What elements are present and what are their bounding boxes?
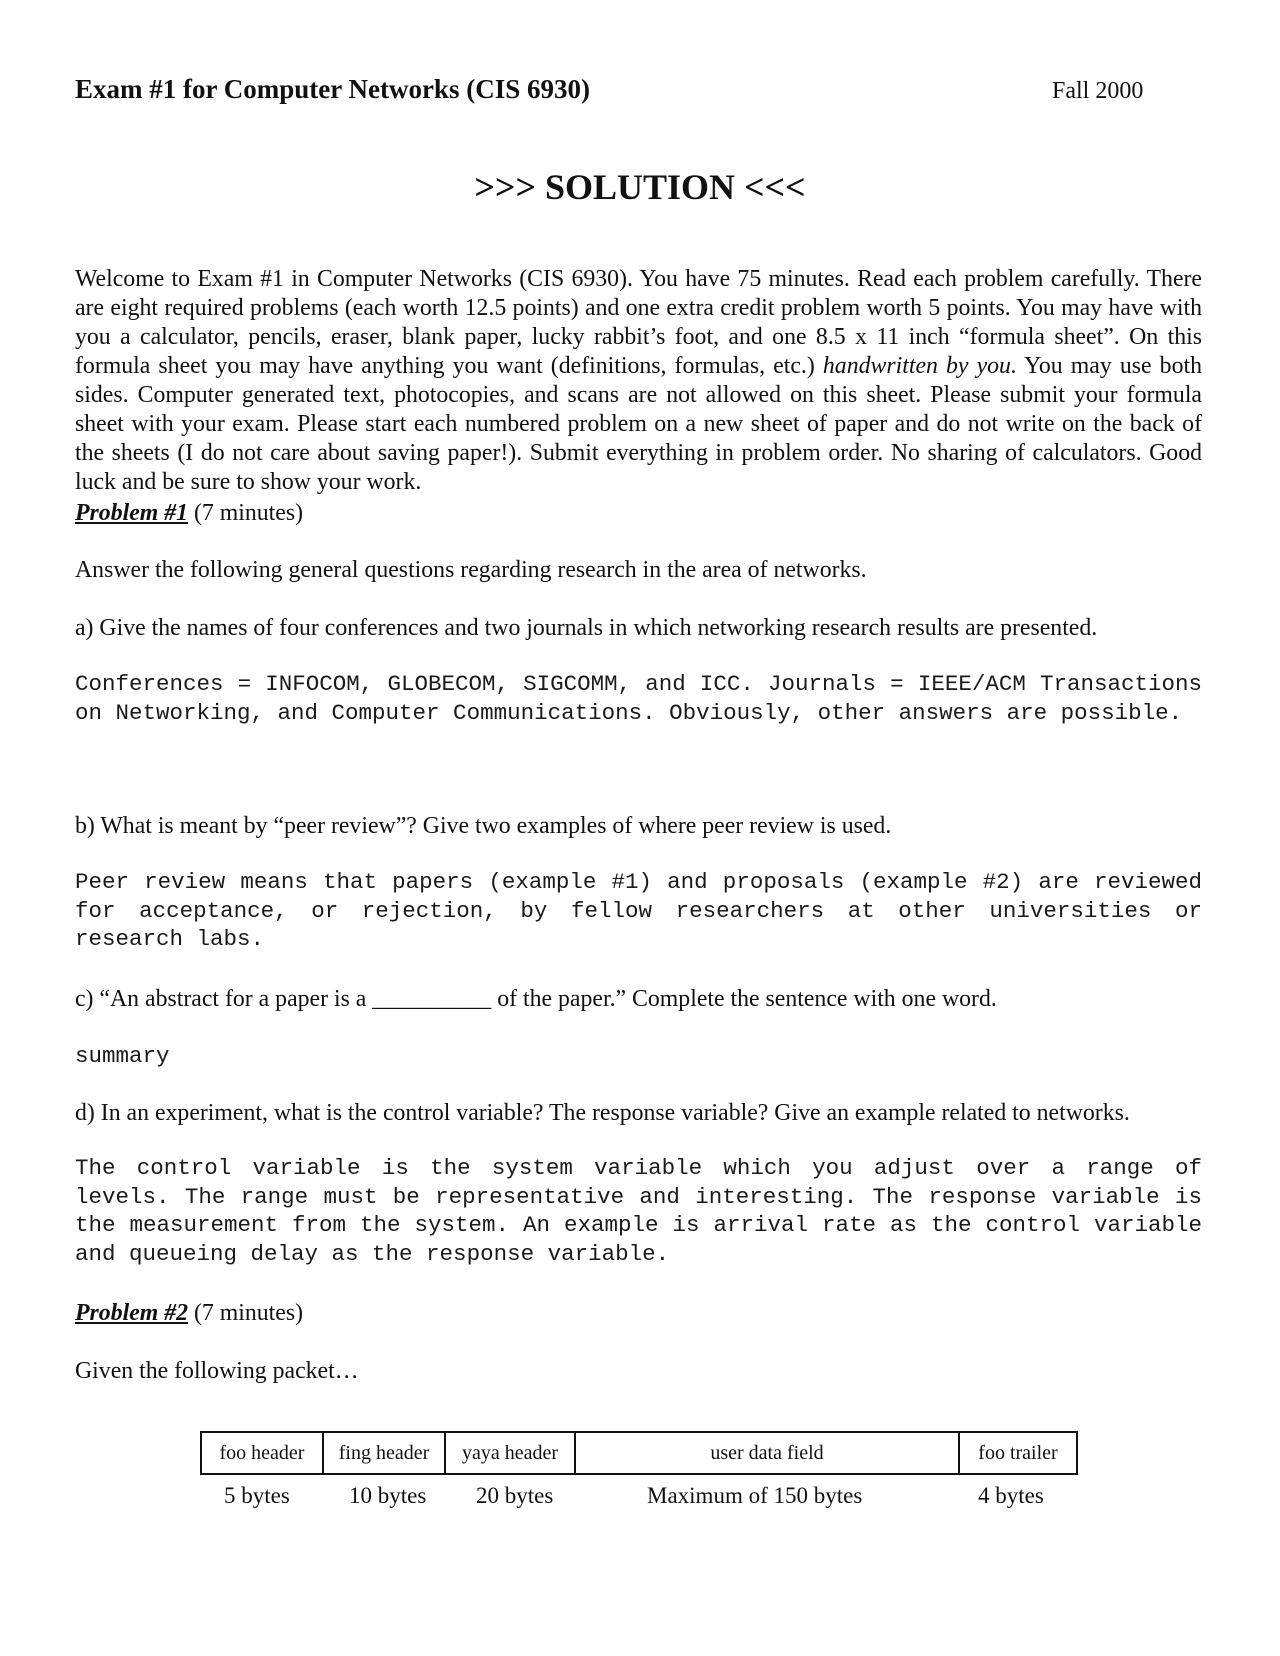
question-1b: b) What is meant by “peer review”? Give two examples of where peer review is used.	[75, 813, 892, 839]
packet-field-size: 4 bytes	[978, 1483, 1044, 1508]
question-1d: d) In an experiment, what is the control variable? The response variable? Give an example related to networks.	[75, 1100, 1130, 1126]
packet-field-size: 10 bytes	[349, 1483, 427, 1508]
packet-field-size: 5 bytes	[224, 1483, 290, 1508]
answer-1c: summary	[75, 1043, 170, 1069]
problem-1-time: (7 minutes)	[188, 500, 304, 526]
answer-1a: Conferences = INFOCOM, GLOBECOM, SIGCOMM, and ICC. Journals = IEEE/ACM Transactions on Networking, and Computer Communications. Obviously, other answers are possible.	[75, 671, 1202, 726]
problem-1-prompt: Answer the following general questions regarding research in the area of networks.	[75, 557, 867, 583]
problem-2-heading	[75, 1300, 303, 1327]
packet-field: user data field	[575, 1432, 959, 1474]
answer-1b: Peer review means that papers (example #1) and proposals (example #2) are reviewed for acceptance, or rejection, by fellow researchers at other universities or research labs.	[75, 869, 1202, 952]
exam-term: Fall 2000	[1052, 78, 1144, 104]
exam-title: Exam #1 for Computer Networks (CIS 6930)	[75, 74, 590, 104]
problem-2-label: Problem #2	[75, 1300, 189, 1326]
answer-1d: The control variable is the system variable which you adjust over a range of levels. The range must be representative and interesting. The response variable is the measurement from the system. An example is arrival rate as the control variable and queueing delay as the response variable.	[75, 1155, 1202, 1267]
packet-fields-row	[201, 1432, 1077, 1474]
question-1c: c) “An abstract for a paper is a __________ of the paper.” Complete the sentence with one word.	[75, 986, 997, 1012]
problem-2-prompt: Given the following packet…	[75, 1358, 359, 1384]
intro-emphasis: handwritten by you.	[822, 353, 1017, 379]
intro-text-rest: You may use both sides. Computer generated text, photocopies, and scans are not allowed on this sheet. Please submit your formula sheet with your exam. Please start each numbered problem on a new sheet of paper and do not write on the back of the sheets (I do not care about saving paper!). Submit everything in problem order. No sharing of calculators. Good luck and be sure to show your work.	[75, 353, 1202, 495]
packet-field-size: 20 bytes	[476, 1483, 554, 1508]
packet-field-size: Maximum of 150 bytes	[647, 1483, 863, 1508]
intro-text: Welcome to Exam #1 in Computer Networks (CIS 6930). You have 75 minutes. Read each problem carefully. There are eight required problems (each worth 12.5 points) and one extra credit problem worth 5 points. You may have with you a calculator, pencils, eraser, blank paper, lucky rabbit’s foot, and one 8.5 x 11 inch “formula sheet”. On this formula sheet you may have anything you want (definitions, formulas, etc.)	[75, 266, 1202, 379]
solution-banner: >>> SOLUTION <<<	[474, 167, 806, 207]
packet-field: foo trailer	[959, 1432, 1077, 1474]
problem-2-time: (7 minutes)	[188, 1300, 304, 1326]
packet-field: fing header	[323, 1432, 445, 1474]
packet-field: yaya header	[445, 1432, 575, 1474]
packet-field: foo header	[201, 1432, 323, 1474]
problem-1-label: Problem #1	[75, 500, 189, 526]
intro-paragraph	[75, 265, 1202, 497]
packet-diagram	[200, 1431, 1078, 1475]
problem-1-heading	[75, 500, 303, 527]
question-1a: a) Give the names of four conferences and two journals in which networking research results are presented.	[75, 615, 1098, 641]
